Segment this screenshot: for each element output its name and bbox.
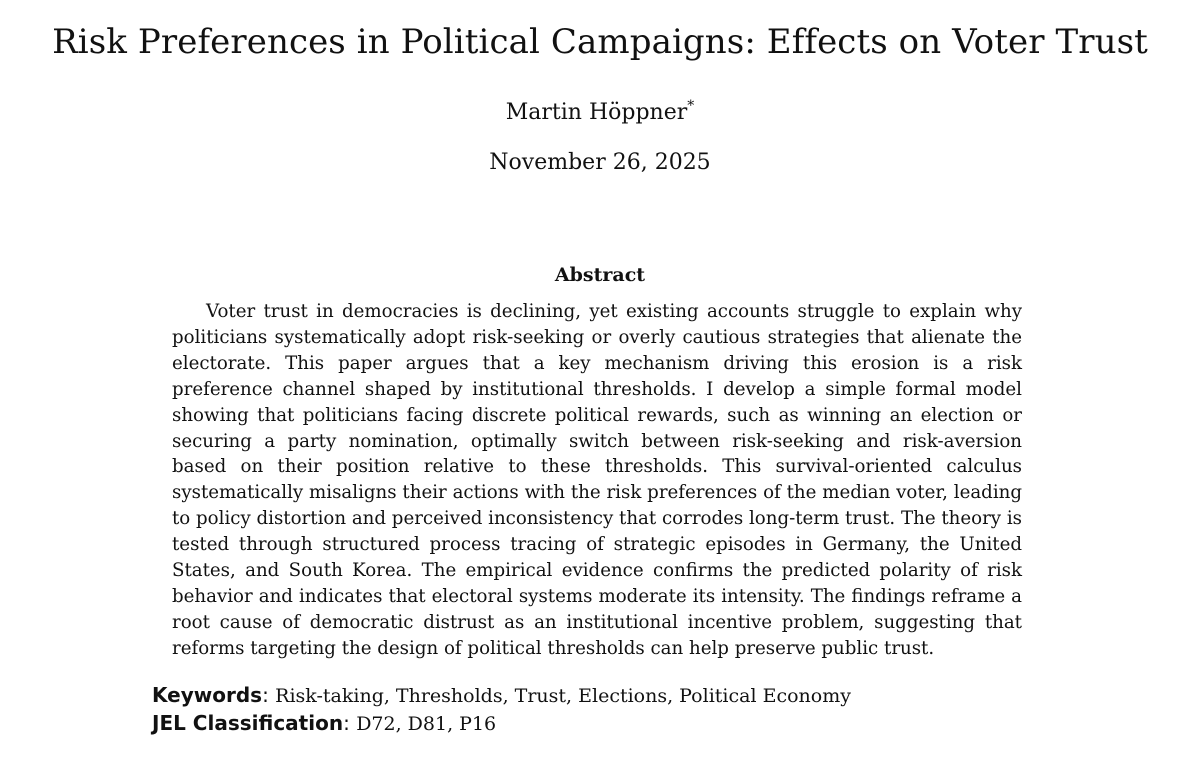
author-footnote-mark: *: [687, 98, 695, 114]
keywords-line: Keywords: Risk-taking, Thresholds, Trust, Elections, Political Economy: [152, 683, 851, 707]
jel-value: D72, D81, P16: [356, 713, 497, 735]
keywords-value: Risk-taking, Thresholds, Trust, Elections, Political Economy: [275, 685, 851, 707]
keywords-label: Keywords: [152, 683, 263, 707]
jel-line: JEL Classification: D72, D81, P16: [152, 711, 497, 735]
paper-date: November 26, 2025: [489, 150, 711, 175]
abstract-text: Voter trust in democracies is declining, yet existing accounts struggle to explain why politicians systematically adopt risk-seeking or overly cautious strategies that alienate the electorate. This paper argues that a key mechanism driving this erosion is a risk preference channel shaped by institutional thresholds. I develop a simple formal model showing that politicians facing discrete political rewards, such as winning an election or securing a party nomination, optimally switch between risk-seeking and risk-aversion based on their position relative to these thresholds. This survival-oriented calculus systematically misaligns their actions with the risk preferences of the median voter, leading to policy distortion and perceived inconsistency that corrodes long-term trust. The theory is tested through structured process tracing of strategic episodes in Germany, the United States, and South Korea. The empirical evidence confirms the predicted polarity of risk behavior and indicates that electoral systems moderate its intensity. The findings reframe a root cause of democratic distrust as an institutional incentive problem, suggesting that reforms targeting the design of political thresholds can help preserve public trust.: [172, 301, 1022, 659]
jel-label: JEL Classification: [152, 711, 344, 735]
author-name: Martin Höppner: [505, 100, 688, 125]
author-line: [0, 100, 1200, 125]
paper-title: Risk Preferences in Political Campaigns: Effects on Voter Trust: [52, 22, 1148, 62]
abstract-heading: Abstract: [554, 264, 646, 286]
